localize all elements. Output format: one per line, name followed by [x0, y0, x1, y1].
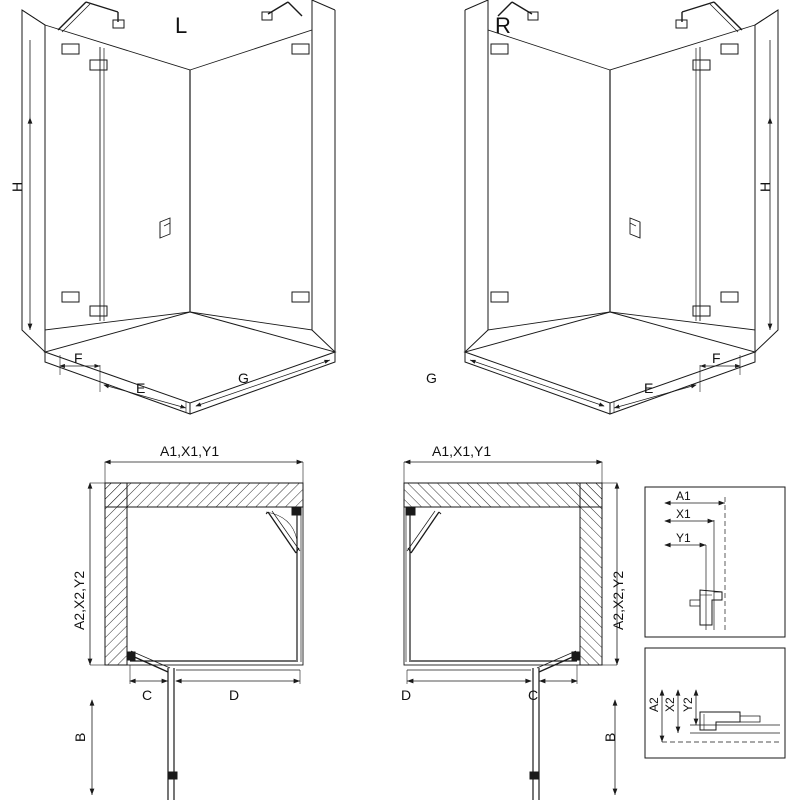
label-a1x1y1-right: A1,X1,Y1	[432, 443, 492, 459]
left-hand-isometric-view	[9, 0, 335, 414]
label-detail-a1: A1	[676, 489, 691, 503]
label-a2x2y2-right: A2,X2,Y2	[610, 570, 626, 630]
title-left-variant: L	[175, 13, 188, 38]
label-f-right: F	[712, 350, 721, 366]
label-e-left: E	[136, 380, 146, 396]
label-detail-y1: Y1	[676, 531, 691, 545]
label-c-right: C	[528, 687, 539, 703]
label-height-left: H	[9, 181, 25, 192]
label-detail-x2: X2	[663, 697, 677, 712]
label-a1x1y1-left: A1,X1,Y1	[160, 443, 220, 459]
label-d-right: D	[401, 687, 412, 703]
profile-detail-vertical	[645, 648, 785, 758]
label-detail-x1: X1	[676, 507, 691, 521]
label-detail-y2: Y2	[681, 697, 695, 712]
label-f-left: F	[74, 350, 83, 366]
right-hand-plan-view	[404, 462, 617, 800]
label-g-right: G	[426, 370, 437, 386]
right-hand-isometric-labels	[426, 13, 773, 396]
label-c-left: C	[142, 687, 153, 703]
label-d-left: D	[229, 687, 240, 703]
label-height-right: H	[757, 181, 773, 192]
label-b-left: B	[72, 732, 88, 742]
label-detail-a2: A2	[647, 697, 661, 712]
label-e-right: E	[644, 380, 654, 396]
right-hand-isometric-view	[465, 0, 778, 414]
title-right-variant: R	[495, 13, 511, 38]
label-a2x2y2-left: A2,X2,Y2	[71, 570, 87, 630]
left-hand-plan-view	[71, 443, 303, 800]
label-g-left: G	[238, 370, 249, 386]
label-b-right: B	[602, 732, 618, 742]
profile-detail-horizontal	[645, 487, 785, 637]
